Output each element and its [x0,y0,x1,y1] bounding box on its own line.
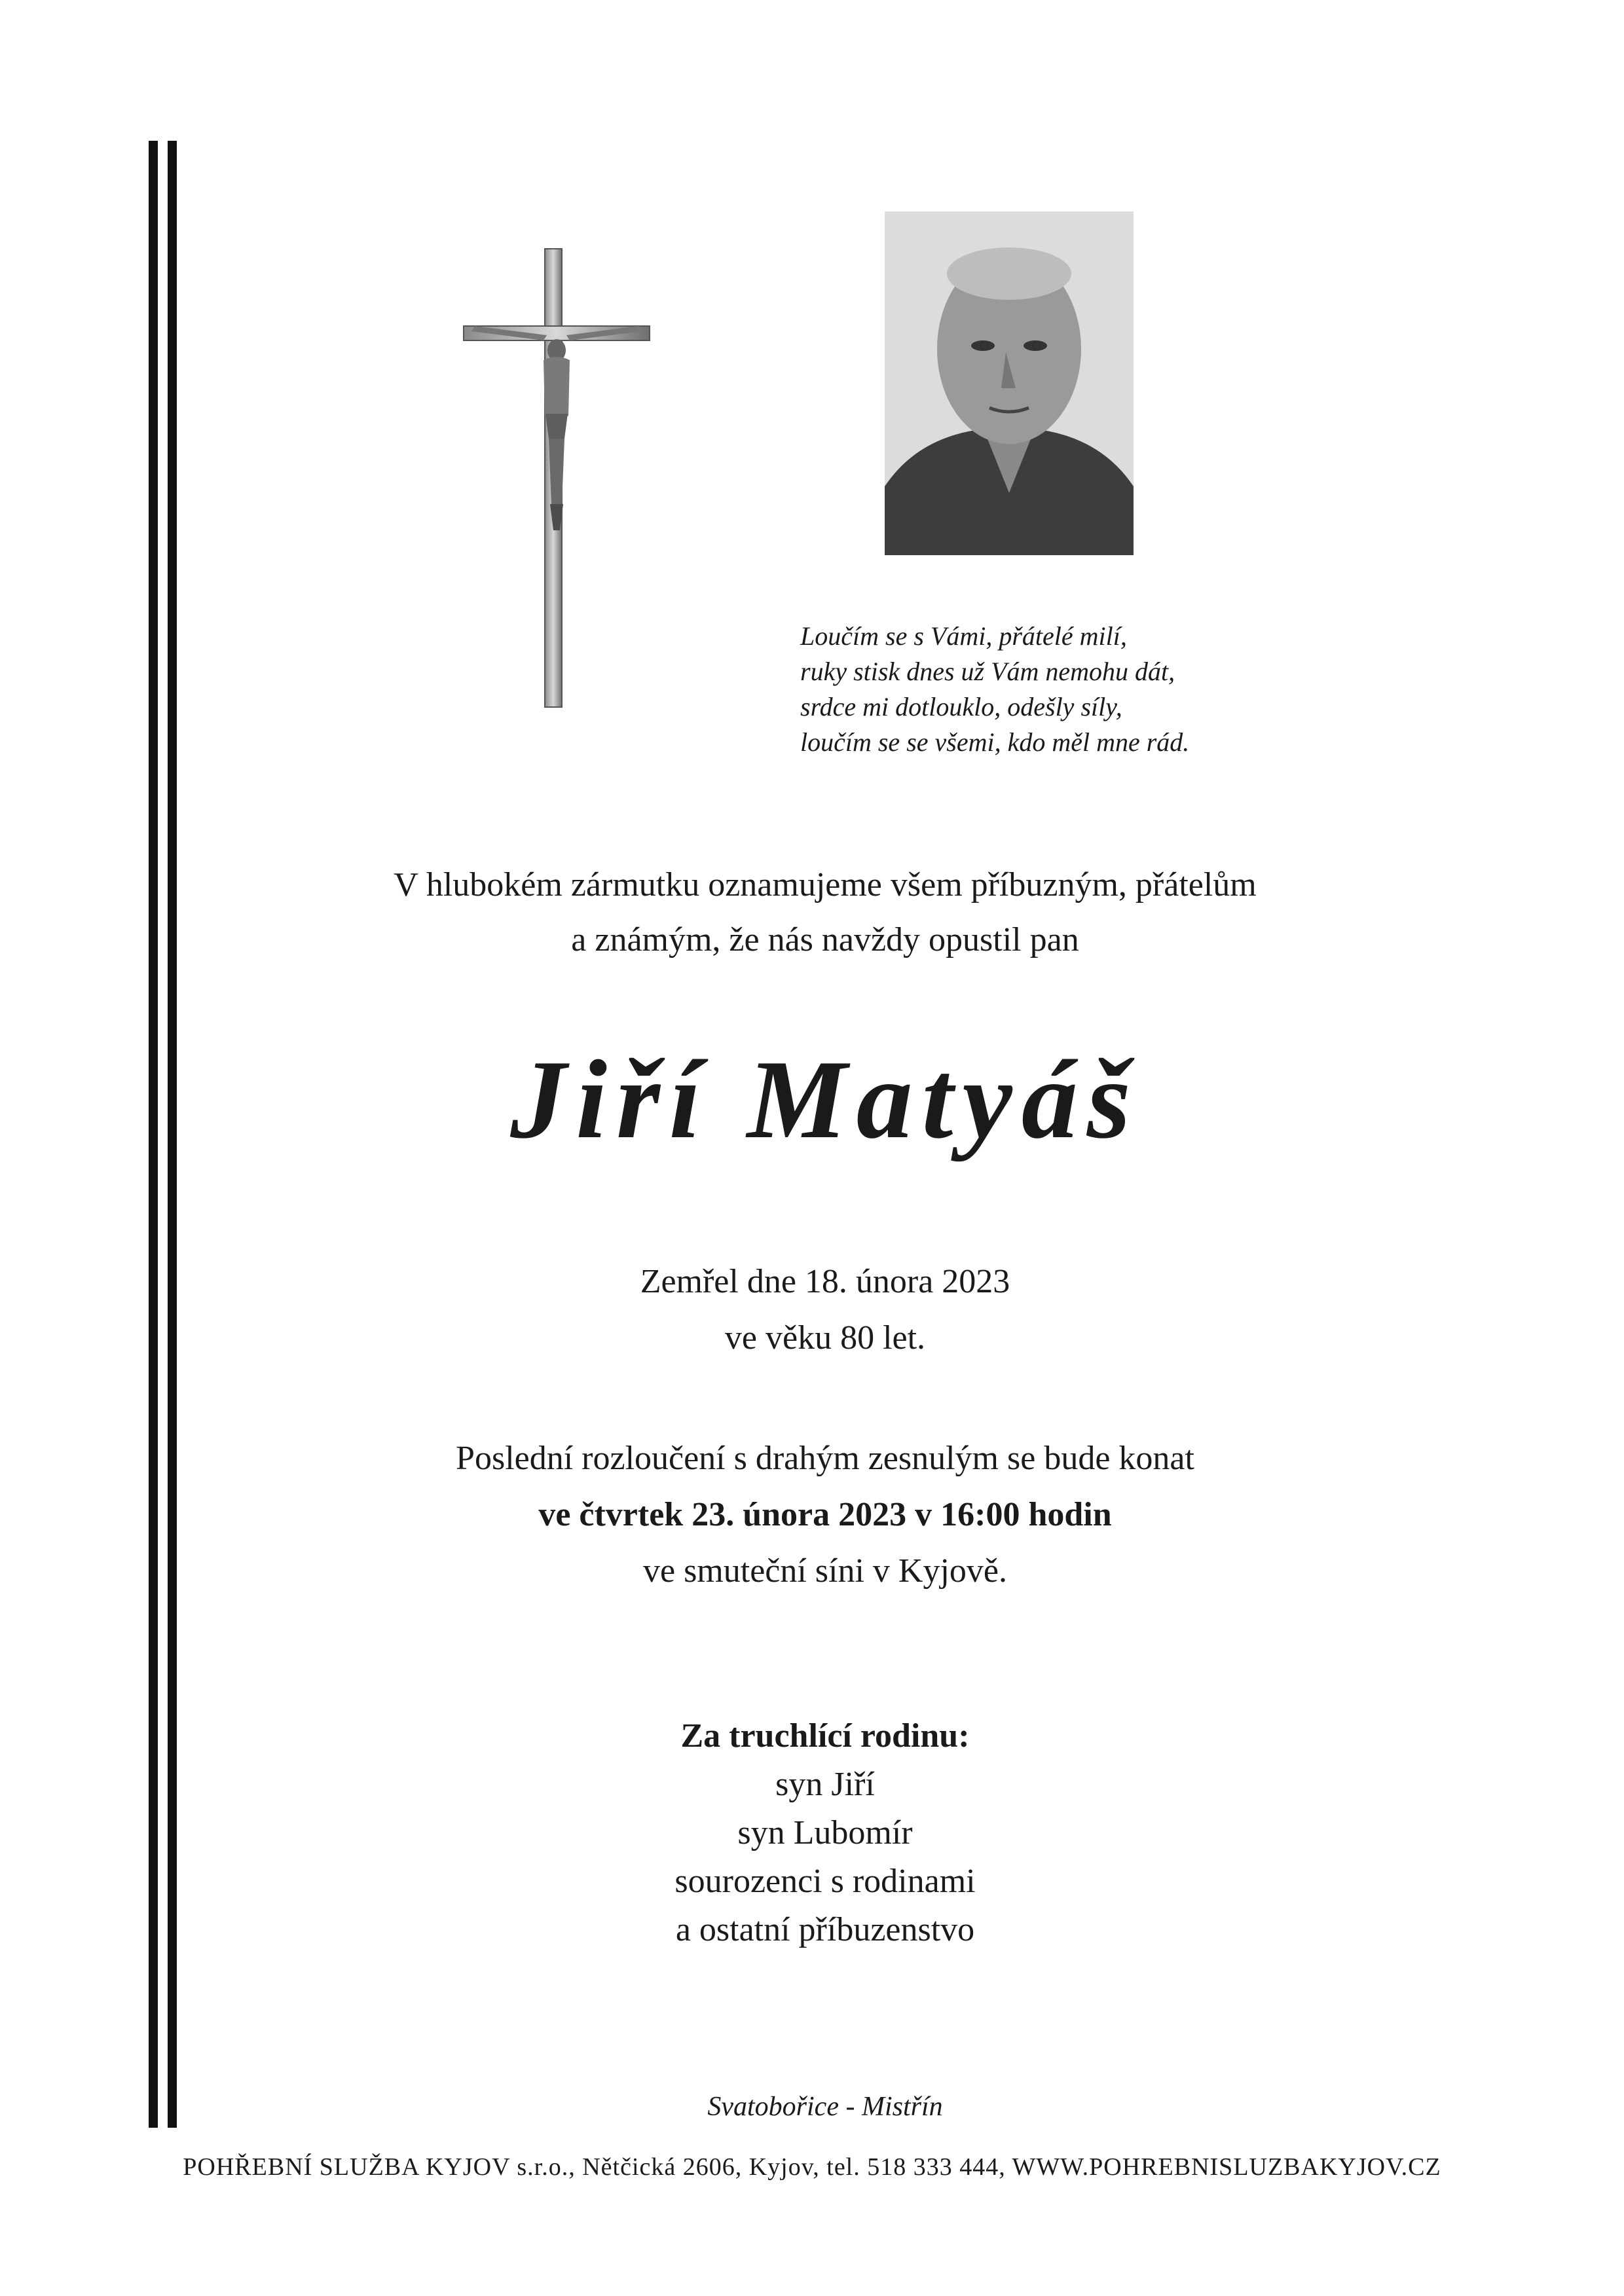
portrait-photo [885,211,1134,555]
announcement-intro [170,858,1480,968]
family-member: sourozenci s rodinami [674,1863,976,1900]
death-age: ve věku 80 let. [724,1319,926,1357]
deceased-name: Jiří Matyáš [510,1038,1140,1162]
crucifix-icon [452,242,661,714]
place-name: Svatobořice - Mistřín [707,2092,943,2122]
intro-line: V hlubokém zármutku oznamujeme všem příbuzným, přátelům [394,866,1257,903]
death-info [170,1254,1480,1366]
poem-line: loučím se se všemi, kdo měl mne rád. [800,727,1190,757]
poem-line: Loučím se s Vámi, přátelé milí, [800,621,1127,651]
funeral-info [170,1430,1480,1599]
funeral-service-footer: POHŘEBNÍ SLUŽBA KYJOV s.r.o., Nětčická 2606, Kyjov, tel. 518 333 444, WWW.POHREBNISLUZBAKYJOV.CZ [183,2153,1441,2181]
intro-line: a známým, že nás navždy opustil pan [571,921,1079,958]
family-member: syn Lubomír [737,1814,913,1851]
funeral-location: ve smuteční síni v Kyjově. [642,1552,1008,1590]
mourning-family [170,1712,1480,1954]
mourning-border-bar-1 [149,141,158,2128]
farewell-poem [800,619,1324,760]
family-member: a ostatní příbuzenstvo [675,1911,975,1948]
family-member: syn Jiří [775,1766,875,1803]
poem-line: srdce mi dotlouklo, odešly síly, [800,692,1122,721]
family-heading: Za truchlící rodinu: [680,1717,970,1755]
death-date: Zemřel dne 18. února 2023 [640,1263,1010,1300]
funeral-line-1: Poslední rozloučení s drahým zesnulým se bude konat [456,1440,1194,1477]
poem-line: ruky stisk dnes už Vám nemohu dát, [800,657,1175,686]
funeral-datetime: ve čtvrtek 23. února 2023 v 16:00 hodin [538,1496,1112,1533]
